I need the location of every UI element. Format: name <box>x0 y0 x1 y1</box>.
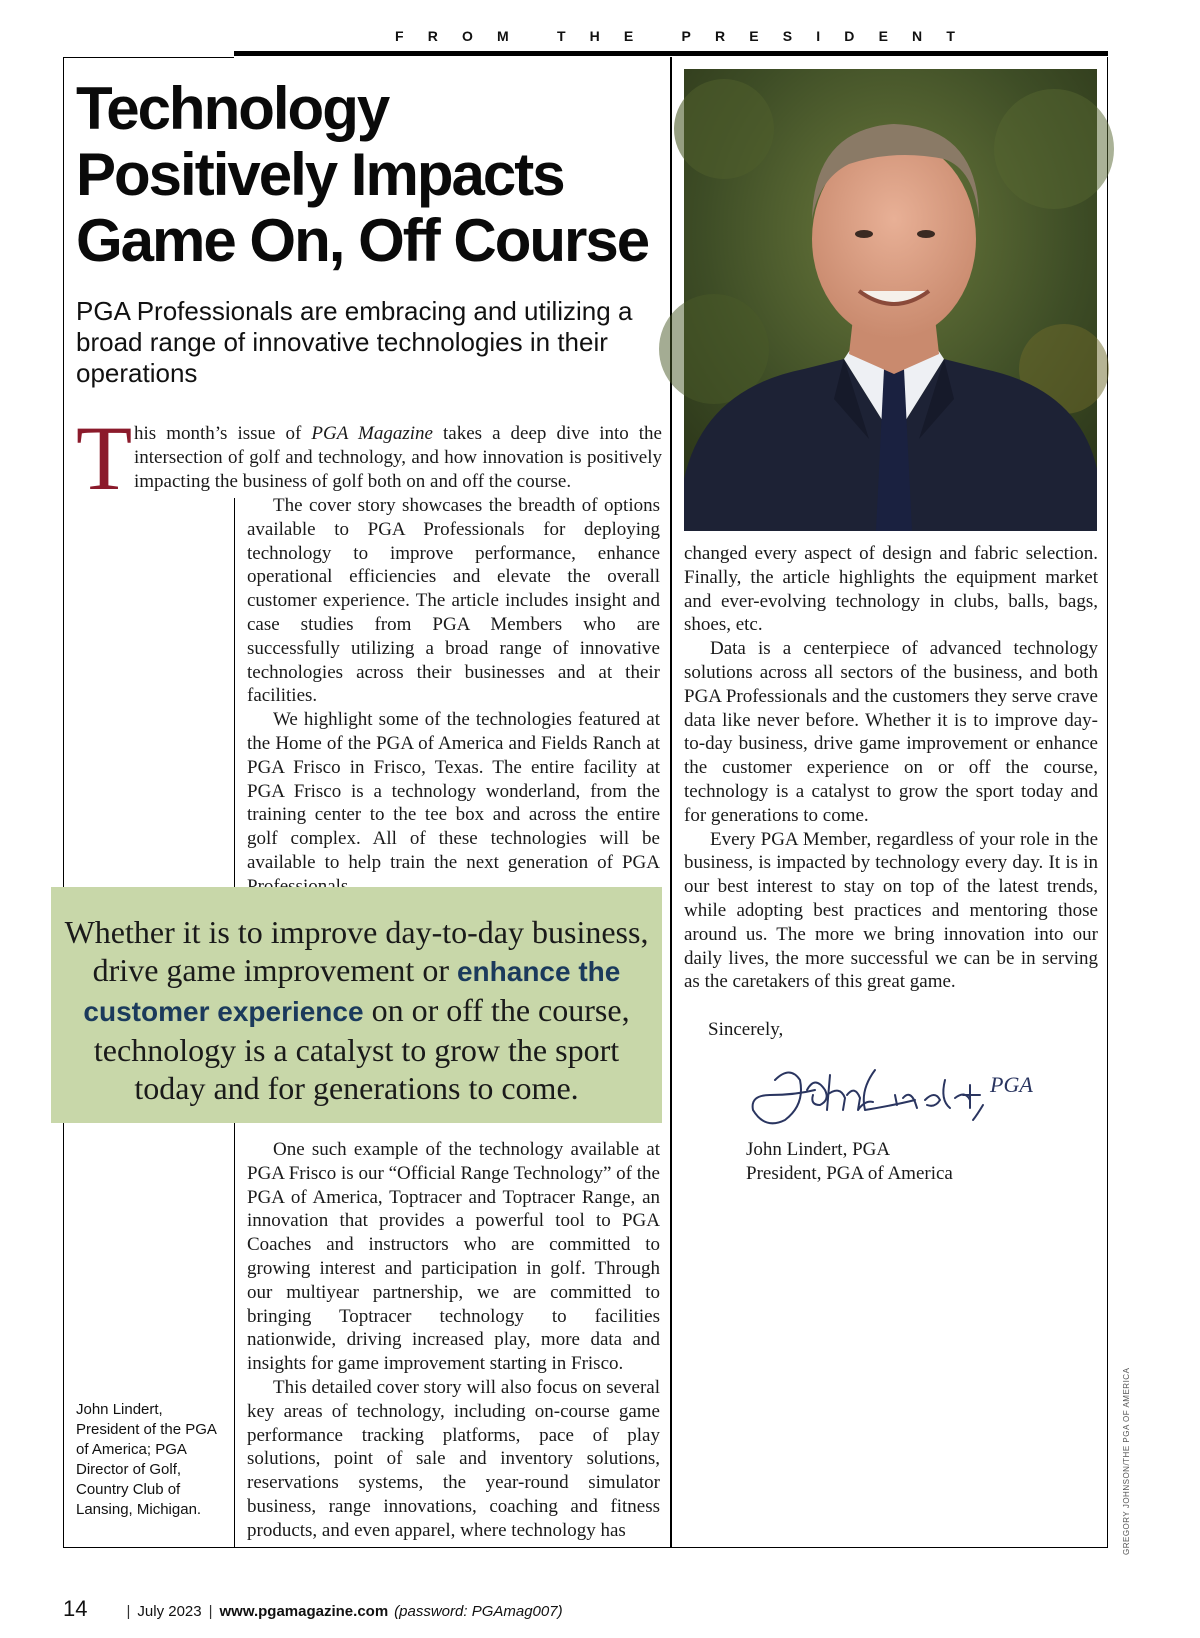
headline-line: Positively Impacts <box>76 141 564 208</box>
separator: | <box>208 1603 213 1620</box>
body-paragraph: Data is a centerpiece of advanced technology solutions across all sectors of the business, and both PGA Professionals and the customers they serve crave data like never before. Whether it is to improve day-to-day business, drive game improvement or enhance the customer experience on or off the course, technology is a catalyst to grow the sport today and for generations to come. <box>684 638 1098 826</box>
body-paragraph: The cover story showcases the breadth of options available to PGA Professionals for deploying technology to improve performance, enhance operational efficiencies and elevate the overall customer experience. The article includes insight and case studies from PGA Members who are successfully utilizing a broad range of innovative technologies across their businesses and at their facilities. <box>247 495 660 707</box>
footer <box>63 1596 563 1622</box>
header-rule <box>234 51 1108 56</box>
header-letter: E <box>749 28 759 44</box>
drop-cap: T <box>76 407 133 509</box>
header-letter: E <box>623 28 634 44</box>
header-letter: E <box>878 28 888 44</box>
intro-pre: his month’s issue of <box>134 423 312 444</box>
header-letter: F <box>395 28 404 44</box>
header-letter: H <box>589 28 600 44</box>
intro-paragraph <box>76 407 662 509</box>
website-link[interactable]: www.pgamagazine.com <box>219 1603 389 1620</box>
body-paragraph: This detailed cover story will also focus on several key areas of technology, including on-course game performance tracking platforms, pace of play solutions, point of sale and inventory solutions, reservations systems, the year-round simulator business, range innovations, coaching and fitness products, and even apparel, where technology has <box>247 1376 660 1541</box>
signer-block <box>746 1138 953 1186</box>
frame-line <box>63 57 64 1547</box>
pull-quote-highlight: enhance the customer experience <box>83 956 621 1027</box>
pull-quote-text: on or off the course, technology is a catalyst to grow the sport today and for generations to come. <box>93 992 630 1106</box>
column-1-upper <box>247 494 660 899</box>
frame-line <box>63 1547 1108 1548</box>
signer-title: President, PGA of America <box>746 1163 953 1184</box>
header-letter: I <box>816 28 821 44</box>
column-1-lower <box>247 1138 660 1543</box>
signer-name: John Lindert, PGA <box>746 1139 891 1160</box>
signature-image <box>745 1050 1033 1135</box>
separator: | <box>126 1603 131 1620</box>
body-paragraph: One such example of the technology available at PGA Frisco is our “Official Range Technology” of the PGA of America, Toptracer and Toptracer Range, an innovation that provides a powerful tool to PGA Coaches and instructors who are committed to growing interest and participation in golf. Through our multiyear partnership, we are committed to bringing Toptracer technology to facilities nationwide, driving increased play, more data and insights for game improvement starting in Frisco. <box>247 1139 660 1375</box>
header-letter: R <box>715 28 726 44</box>
portrait-photo <box>684 69 1097 531</box>
header-letter: R <box>427 28 438 44</box>
signature <box>745 1050 1033 1135</box>
intro-text <box>134 422 662 494</box>
header-letter: S <box>782 28 793 44</box>
magazine-title: PGA Magazine <box>311 423 433 444</box>
frame-line <box>63 57 234 58</box>
header-letter: O <box>461 28 473 44</box>
page-number: 14 <box>63 1596 88 1621</box>
header-letter: T <box>946 28 955 44</box>
header-letter: D <box>844 28 855 44</box>
portrait-illustration <box>684 69 1097 531</box>
headline-line: Technology <box>76 75 389 142</box>
headline-line: Game On, Off Course <box>76 207 649 274</box>
photo-caption: John Lindert, President of the PGA of America; PGA Director of Golf, Country Club of Lansing, Michigan. <box>76 1401 217 1518</box>
column-2 <box>684 542 1098 994</box>
intro-post: takes a deep dive into the intersection of golf and technology, and how innovation is positively impacting the business of golf both on and off the course. <box>134 423 662 492</box>
header-letter: N <box>912 28 923 44</box>
signature-suffix: PGA <box>990 1072 1033 1097</box>
password-note: (password: PGAmag007) <box>394 1603 563 1620</box>
body-paragraph: Every PGA Member, regardless of your role in the business, is impacted by technology every day. It is in our best interest to stay on top of the latest trends, while adopting best practices and mentoring those around us. The more we bring innovation into our daily lives, the more successful we can be in serving as the caretakers of this great game. <box>684 828 1098 993</box>
column-divider <box>670 57 672 1547</box>
frame-line <box>1107 57 1108 1547</box>
photo-credit: GREGORY JOHNSON/THE PGA OF AMERICA <box>1122 1367 1131 1555</box>
body-paragraph: changed every aspect of design and fabric selection. Finally, the article highlights the equipment market and ever-evolving technology in clubs, balls, bags, shoes, etc. <box>684 543 1098 636</box>
header-letter: T <box>556 28 566 44</box>
header-letter: P <box>681 28 691 44</box>
pull-quote-text: Whether it is to improve day-to-day business, drive game improvement or <box>64 914 649 988</box>
section-header <box>395 28 955 44</box>
deck: PGA Professionals are embracing and utilizing a broad range of innovative technologies in their operations <box>76 296 633 388</box>
salutation: Sincerely, <box>708 1019 784 1040</box>
header-letter: M <box>497 28 509 44</box>
headline <box>76 76 666 274</box>
issue-date: July 2023 <box>137 1603 202 1620</box>
pull-quote <box>51 887 662 1123</box>
body-paragraph: We highlight some of the technologies featured at the Home of the PGA of America and Fields Ranch at PGA Frisco in Frisco, Texas. The entire facility at PGA Frisco is a technology wonderland, from the training center to the tee box and across the entire golf complex. All of these technologies will be available to help train the next generation of PGA <box>247 709 660 873</box>
